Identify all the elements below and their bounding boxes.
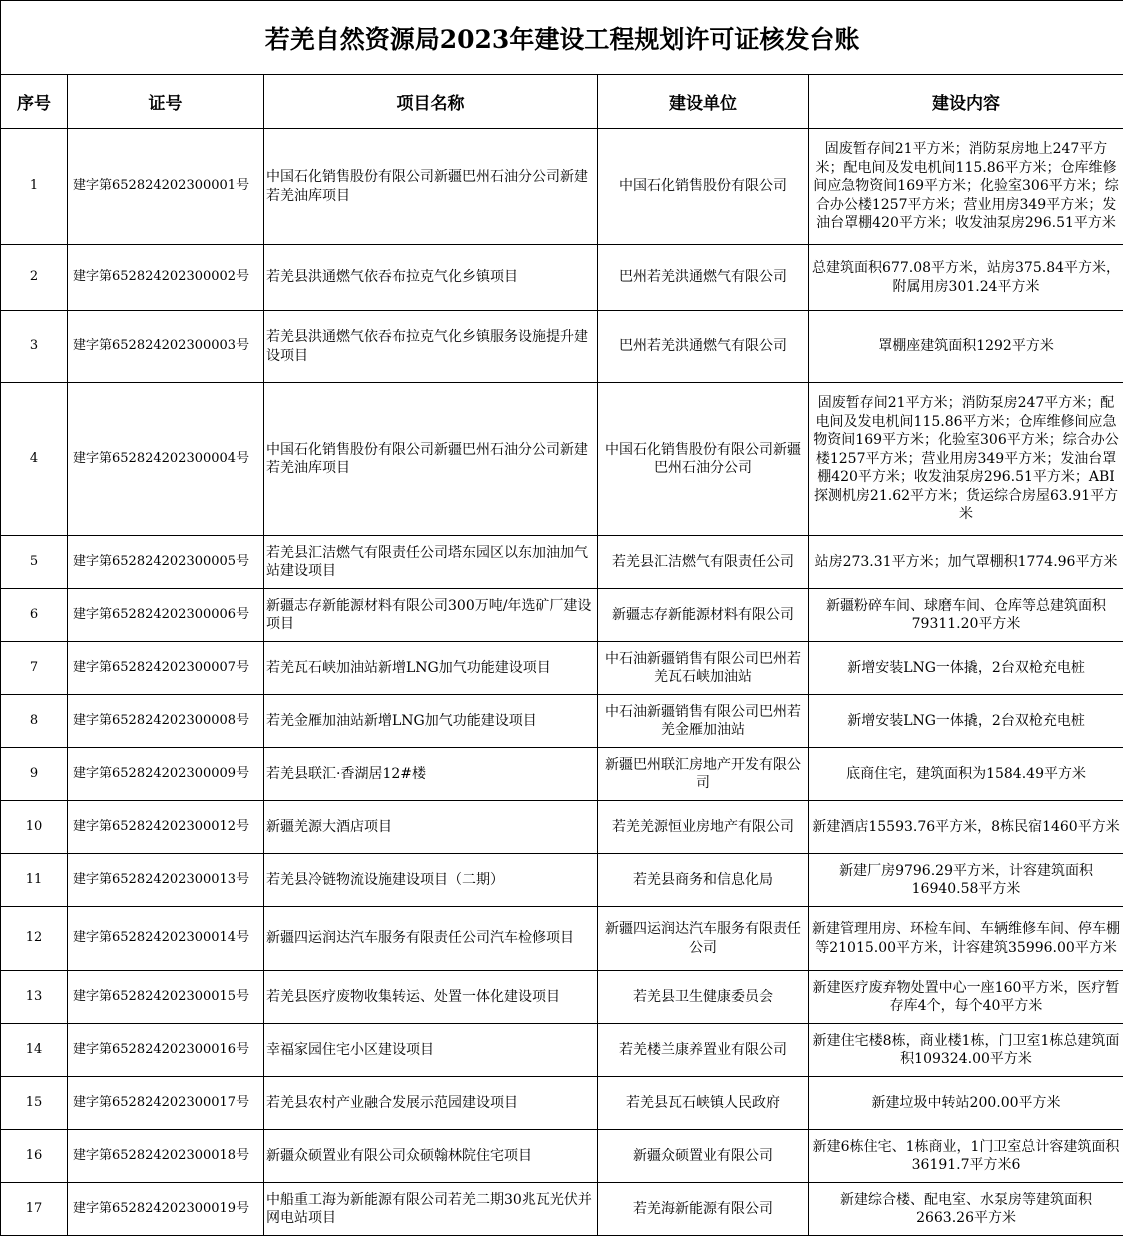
table-row	[1, 748, 1123, 801]
cell-content: 新建垃圾中转站200.00平方米	[809, 1077, 1123, 1130]
cell-unit: 新疆四运润达汽车服务有限责任公司	[598, 907, 809, 971]
cell-unit: 新疆志存新能源材料有限公司	[598, 589, 809, 642]
table-row	[1, 311, 1123, 383]
table-row	[1, 801, 1123, 854]
header-row	[1, 75, 1123, 129]
cell-content: 底商住宅，建筑面积为1584.49平方米	[809, 748, 1123, 801]
cell-name: 若羌县联汇·香湖居12#楼	[264, 748, 598, 801]
cell-content: 新增安装LNG一体撬，2台双枪充电桩	[809, 695, 1123, 748]
cell-no: 16	[1, 1130, 68, 1183]
cell-name: 中船重工海为新能源有限公司若羌二期30兆瓦光伏并网电站项目	[264, 1183, 598, 1236]
cell-unit: 若羌县瓦石峡镇人民政府	[598, 1077, 809, 1130]
cell-no: 1	[1, 129, 68, 245]
cell-unit: 中石油新疆销售有限公司巴州若羌瓦石峡加油站	[598, 642, 809, 695]
cell-cert: 建字第652824202300006号	[68, 589, 264, 642]
table-row	[1, 695, 1123, 748]
cell-content: 固废暂存间21平方米；消防泵房247平方米；配电间及发电机间115.86平方米；仓库维修间应急物资间169平方米；化验室306平方米；综合办公楼1257平方米；营业用房349平方米；发油台罩棚420平方米；收发油泵房296.51平方米；ABI探测机房21.62平方米；货运综合房屋63.91平方米	[809, 383, 1123, 536]
header-content: 建设内容	[809, 75, 1123, 129]
cell-cert: 建字第652824202300009号	[68, 748, 264, 801]
cell-no: 4	[1, 383, 68, 536]
cell-no: 7	[1, 642, 68, 695]
cell-name: 中国石化销售股份有限公司新疆巴州石油分公司新建若羌油库项目	[264, 129, 598, 245]
cell-cert: 建字第652824202300012号	[68, 801, 264, 854]
table-row	[1, 971, 1123, 1024]
cell-name: 幸福家园住宅小区建设项目	[264, 1024, 598, 1077]
cell-content: 新建住宅楼8栋，商业楼1栋，门卫室1栋总建筑面积109324.00平方米	[809, 1024, 1123, 1077]
cell-name: 中国石化销售股份有限公司新疆巴州石油分公司新建若羌油库项目	[264, 383, 598, 536]
cell-unit: 中国石化销售股份有限公司	[598, 129, 809, 245]
cell-name: 若羌县冷链物流设施建设项目（二期）	[264, 854, 598, 907]
cell-name: 若羌县洪通燃气依吞布拉克气化乡镇服务设施提升建设项目	[264, 311, 598, 383]
cell-name: 若羌金雁加油站新增LNG加气功能建设项目	[264, 695, 598, 748]
cell-content: 新增安装LNG一体撬，2台双枪充电桩	[809, 642, 1123, 695]
title-row	[1, 1, 1123, 75]
header-no: 序号	[1, 75, 68, 129]
table-row	[1, 907, 1123, 971]
cell-cert: 建字第652824202300019号	[68, 1183, 264, 1236]
cell-no: 3	[1, 311, 68, 383]
cell-cert: 建字第652824202300004号	[68, 383, 264, 536]
cell-unit: 新疆巴州联汇房地产开发有限公司	[598, 748, 809, 801]
cell-content: 罩棚座建筑面积1292平方米	[809, 311, 1123, 383]
cell-name: 若羌县汇洁燃气有限责任公司塔东园区以东加油加气站建设项目	[264, 536, 598, 589]
cell-name: 新疆众硕置业有限公司众硕翰林院住宅项目	[264, 1130, 598, 1183]
page-title: 若羌自然资源局2023年建设工程规划许可证核发台账	[1, 1, 1123, 75]
cell-name: 新疆羌源大酒店项目	[264, 801, 598, 854]
table-row	[1, 383, 1123, 536]
cell-cert: 建字第652824202300013号	[68, 854, 264, 907]
cell-content: 新建厂房9796.29平方米，计容建筑面积16940.58平方米	[809, 854, 1123, 907]
cell-cert: 建字第652824202300008号	[68, 695, 264, 748]
cell-unit: 新疆众硕置业有限公司	[598, 1130, 809, 1183]
cell-no: 6	[1, 589, 68, 642]
cell-content: 总建筑面积677.08平方米，站房375.84平方米，附属用房301.24平方米	[809, 245, 1123, 311]
cell-cert: 建字第652824202300003号	[68, 311, 264, 383]
cell-unit: 中石油新疆销售有限公司巴州若羌金雁加油站	[598, 695, 809, 748]
cell-no: 13	[1, 971, 68, 1024]
cell-content: 新建酒店15593.76平方米，8栋民宿1460平方米	[809, 801, 1123, 854]
cell-cert: 建字第652824202300001号	[68, 129, 264, 245]
header-name: 项目名称	[264, 75, 598, 129]
table-row	[1, 1183, 1123, 1236]
cell-content: 新建6栋住宅、1栋商业，1门卫室总计容建筑面积36191.7平方米6	[809, 1130, 1123, 1183]
cell-name: 若羌县洪通燃气依吞布拉克气化乡镇项目	[264, 245, 598, 311]
cell-cert: 建字第652824202300005号	[68, 536, 264, 589]
table-row	[1, 1077, 1123, 1130]
cell-unit: 巴州若羌洪通燃气有限公司	[598, 245, 809, 311]
cell-cert: 建字第652824202300002号	[68, 245, 264, 311]
cell-unit: 若羌县汇洁燃气有限责任公司	[598, 536, 809, 589]
cell-unit: 若羌县商务和信息化局	[598, 854, 809, 907]
cell-unit: 巴州若羌洪通燃气有限公司	[598, 311, 809, 383]
cell-name: 新疆志存新能源材料有限公司300万吨/年选矿厂建设项目	[264, 589, 598, 642]
cell-content: 站房273.31平方米；加气罩棚积1774.96平方米	[809, 536, 1123, 589]
cell-cert: 建字第652824202300017号	[68, 1077, 264, 1130]
cell-no: 11	[1, 854, 68, 907]
cell-content: 新建管理用房、环检车间、车辆维修车间、停车棚等21015.00平方米，计容建筑35996.00平方米	[809, 907, 1123, 971]
cell-unit: 若羌县卫生健康委员会	[598, 971, 809, 1024]
table-row	[1, 589, 1123, 642]
cell-content: 固废暂存间21平方米；消防泵房地上247平方米；配电间及发电机间115.86平方米；仓库维修间应急物资间169平方米；化验室306平方米；综合办公楼1257平方米；营业用房349平方米；发油台罩棚420平方米；收发油泵房296.51平方米	[809, 129, 1123, 245]
header-unit: 建设单位	[598, 75, 809, 129]
table-row	[1, 854, 1123, 907]
table-row	[1, 1024, 1123, 1077]
cell-cert: 建字第652824202300007号	[68, 642, 264, 695]
cell-name: 若羌县医疗废物收集转运、处置一体化建设项目	[264, 971, 598, 1024]
table-row	[1, 536, 1123, 589]
cell-no: 10	[1, 801, 68, 854]
table-row	[1, 1130, 1123, 1183]
cell-cert: 建字第652824202300018号	[68, 1130, 264, 1183]
header-cert: 证号	[68, 75, 264, 129]
table-row	[1, 129, 1123, 245]
cell-unit: 若羌海新能源有限公司	[598, 1183, 809, 1236]
cell-content: 新建综合楼、配电室、水泵房等建筑面积2663.26平方米	[809, 1183, 1123, 1236]
cell-unit: 若羌羌源恒业房地产有限公司	[598, 801, 809, 854]
cell-no: 5	[1, 536, 68, 589]
cell-unit: 若羌楼兰康养置业有限公司	[598, 1024, 809, 1077]
cell-no: 8	[1, 695, 68, 748]
cell-no: 15	[1, 1077, 68, 1130]
table-row	[1, 245, 1123, 311]
cell-name: 若羌县农村产业融合发展示范园建设项目	[264, 1077, 598, 1130]
cell-name: 新疆四运润达汽车服务有限责任公司汽车检修项目	[264, 907, 598, 971]
cell-cert: 建字第652824202300016号	[68, 1024, 264, 1077]
table-row	[1, 642, 1123, 695]
cell-no: 17	[1, 1183, 68, 1236]
cell-no: 9	[1, 748, 68, 801]
cell-unit: 中国石化销售股份有限公司新疆巴州石油分公司	[598, 383, 809, 536]
cell-no: 2	[1, 245, 68, 311]
cell-content: 新建医疗废弃物处置中心一座160平方米，医疗暂存库4个，每个40平方米	[809, 971, 1123, 1024]
cell-content: 新疆粉碎车间、球磨车间、仓库等总建筑面积79311.20平方米	[809, 589, 1123, 642]
cell-name: 若羌瓦石峡加油站新增LNG加气功能建设项目	[264, 642, 598, 695]
cell-cert: 建字第652824202300015号	[68, 971, 264, 1024]
cell-cert: 建字第652824202300014号	[68, 907, 264, 971]
cell-no: 12	[1, 907, 68, 971]
cell-no: 14	[1, 1024, 68, 1077]
